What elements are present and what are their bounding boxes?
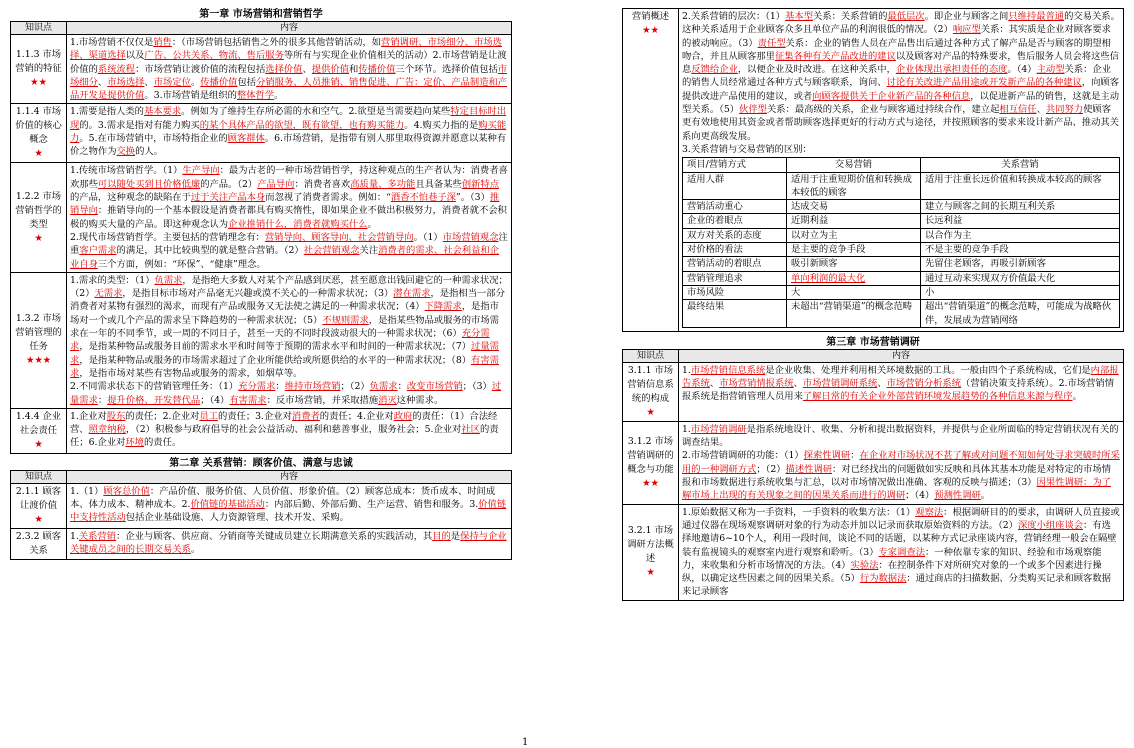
knowledge-content: 1.市场营销信息系统是企业收集、处理并利用相关环境数据的工具。一般由四个子系统构成，它们是内部报告系统、市场营销情报系统、市场营销调研系统、市场营销分析系统（营销决策支持系统）。2.市场营销情报系统是指营销管理人员用来了解日常的有关企业外部营销环境发展趋势的各种信息来源与程序。 (679, 362, 1124, 421)
col-header-content: 内容 (679, 349, 1124, 362)
comparison-cell: 不是主要的竞争手段 (921, 243, 1120, 257)
comparison-cell: 小 (921, 285, 1120, 299)
importance-stars: ★★ (30, 77, 47, 89)
comparison-row (683, 200, 1120, 214)
knowledge-content: 1.需求的类型：（1）负需求，是指绝大多数人对某个产品感到厌恶，甚至愿意出钱回避它的一种需求状况；（2）无需求，是指目标市场对产品毫无兴趣或漠不关心的一种需求状况；（3）潜在需求，是指相当一部分消费者对某物有强烈的渴求，而现有产品或服务又无法使之满足的一种需求状况；（4）下降需求，是指市场对一个或几个产品的需求呈下降趋势的一种需求状况；（5）不规则需求，是指某些物品或服务的市场需求在一年的不同季节，或一周的不同日子，甚至一天的不同时段波动很大的一种需求状况；（6）充分需求，是指某种物品或服务目前的需求水平和时间等于预期的需求水平和时间的一种需求状况；（7）过量需求，是指某种物品或服务的市场需求超过了企业所能供给或所愿供给的水平的一种需求状况；（8）有害需求，是指市场对某些有害物品或服务的需求，如烟草等。 2.不同需求状态下的营销管理任务：（1）充分需求：维持市场营销；（2）负需求：改变市场营销；（3）过量需求：提升价格、开发替代品；（4）有害需求：反市场营销，并采取措施消灭这种需求。 (67, 272, 512, 408)
chapter3-title: 第三章 市场营销调研 (826, 336, 920, 348)
knowledge-row (623, 362, 1124, 421)
comparison-row (683, 172, 1120, 200)
overview-content (679, 9, 1124, 332)
knowledge-content: 1.传统市场营销哲学。（1）生产导向：最为古老的一种市场营销哲学，持这种观点的生产者认为：消费者喜欢那些可以随处买到且价格低廉的产品。（2）产品导向：消费者喜欢高质量、多功能且具备某些创新特点的产品，这种观念的缺陷在于过于关注产品本身而忽视了消费者需求。例如：“酒香不怕巷子深”。（3）推销导向：推销导向的一个基本假设是消费者都具有购买惰性，即如果企业不做出积极努力，消费者就不会积极的购买大量的产品。即这种观念认为企业推销什么，消费者就购买什么。 2.现代市场营销哲学。主要包括的营销理念有：营销导向、顾客导向、社会营销导向。（1）市场营销观念注重客户需求的满足，其中比较典型的就是整合营销。（2）社会营销观念关注消费者的需求、社会利益和企业自身三个方面，例如：“环保”、“健康”理念。 (67, 163, 512, 272)
chapter1-table (10, 21, 512, 454)
comparison-cell: 是主要的竞争手段 (787, 243, 921, 257)
col-header-kp: 知识点 (11, 22, 67, 35)
left-page (10, 8, 512, 748)
comparison-row (683, 285, 1120, 299)
knowledge-point-label: 1.4.4 企业社会责任 (15, 410, 62, 436)
knowledge-point-label: 2.3.2 顾客关系 (15, 530, 62, 556)
right-page (622, 8, 1124, 748)
knowledge-point (11, 528, 67, 559)
importance-stars: ★ (34, 148, 43, 160)
knowledge-row (11, 35, 512, 104)
comparison-cell: 适用于注重长远价值和转换成本较高的顾客 (921, 172, 1120, 200)
knowledge-row (11, 163, 512, 272)
knowledge-point-label: 营销概述 (631, 11, 670, 22)
knowledge-point-label: 1.1.3 市场营销的特征 (15, 49, 62, 75)
knowledge-point (11, 104, 67, 163)
col-header-kp: 知识点 (623, 349, 679, 362)
comparison-row (683, 257, 1120, 271)
comparison-intro: 3.关系营销与交易营销的区别： (682, 143, 812, 155)
importance-stars: ★ (646, 406, 655, 418)
comparison-cell: 长远利益 (921, 214, 1120, 228)
comparison-cell: 建立与顾客之间的长期互利关系 (921, 200, 1120, 214)
knowledge-point (11, 163, 67, 272)
comparison-cell: 达成交易 (787, 200, 921, 214)
knowledge-row (623, 421, 1124, 504)
knowledge-content: 1.需要是指人类的基本要求。例如为了维持生存所必需的水和空气。2.欲望是当需要趋向某些特定目标时出现的。3.需求是指对有能力购买的某个具体产品的欲望，既有欲望，也有购买能力。4.购买力指的是购买能力。5.在市场营销中，市场特指企业的顾客群体。6.市场营销，是指带有别人那里取得资源并愿意以某种有价之物作为交换的人。 (67, 104, 512, 163)
knowledge-content: 1.关系营销：企业与顾客、供应商、分销商等关键成员建立长期满意关系的实践活动，其目的是保持与企业关键成员之间的长期交易关系。 (67, 528, 512, 559)
knowledge-content: 1.市场营销调研是指系统地设计、收集、分析和提出数据资料，并提供与企业所面临的特定营销状况有关的调查结果。 2.市场营销调研的功能：（1）探索性调研：在企业对市场状况不甚了解或对问题不知如何处寻求突破时所采用的一种调研方式；（2）描述性调研：对已经找出的问题做如实反映和具体其基本功能是对特定的市场情报和市场数据进行系统收集与汇总，以对市场情况做出准确、客观的反映与描述；（3）因果性调研：为了解市场上出现的有关现象之间的因果关系而进行的调研；（4）预测性调研。 (679, 421, 1124, 504)
importance-stars: ★★ (642, 477, 659, 489)
comparison-cell: 企业的着眼点 (683, 214, 787, 228)
knowledge-point (623, 362, 679, 421)
comparison-cell: 双方对关系的态度 (683, 228, 787, 242)
comparison-header-cell: 交易营销 (787, 158, 921, 172)
knowledge-point-label: 3.1.2 市场营销调研的概念与功能 (627, 435, 674, 475)
knowledge-row (11, 272, 512, 408)
knowledge-content: 1.原始数据又称为一手资料，一手资料的收集方法：（1）观察法：根据调研目的的要求，由调研人员直接或通过仪器在现场观察调研对象的行为动态并加以记录而获取原始资料的方法。（2）深度小组座谈会：有选择地邀请6~10个人，利用一段时间，谈论不同的话题，以某种方式记录座谈内容，营销经理一般会在隔壁装有监视镜头的观察室内进行观察和聆听。（3）专家调查法：一种依靠专家的知识、经验和市场观察能力，来收集和分析市场情况的方法。（4）实验法：在控制条件下对所研究对象的一个或多个因素进行操纵，以确定这些因素之间的因果关系。（5）行为数据法：通过商店的扫描数据、分类购买记录和顾客数据来记录顾客 (679, 504, 1124, 600)
importance-stars: ★ (34, 232, 43, 244)
importance-stars: ★ (34, 513, 43, 525)
knowledge-point (623, 421, 679, 504)
knowledge-point-label: 3.1.1 市场营销信息系统的构成 (627, 364, 674, 404)
comparison-cell: 营销活动重心 (683, 200, 787, 214)
knowledge-point (623, 9, 679, 332)
comparison-cell: 先留住老顾客，再吸引新顾客 (921, 257, 1120, 271)
knowledge-row (11, 483, 512, 528)
knowledge-content: 1.市场营销不仅仅是销售：（市场营销包括销售之外的很多其他营销活动，如营销调研、市场细分、市场选择、渠道选择以及广告、公共关系、物流、售后服务等所有与实现企业价值相关的活动）2.市场营销是让渡价值的系统流程：市场营销让渡价值的流程包括选择价值、提供价值和传播价值三个环节。选择价值包括市场细分、市场选择、市场定位。传播价值包括分销服务、人员推销、销售促进、广告：定价、产品制造和产品开发是提供价值。3.市场营销是组织的整体哲学。 (67, 35, 512, 104)
importance-stars: ★ (34, 438, 43, 450)
comparison-cell: 通过互动来实现双方价值最大化 (921, 271, 1120, 285)
comparison-header-cell: 关系营销 (921, 158, 1120, 172)
knowledge-point-label: 1.3.2 市场营销管理的任务 (15, 313, 62, 353)
comparison-cell: 最终结果 (683, 300, 787, 328)
knowledge-point-label: 3.2.1 市场调研方法概述 (627, 525, 674, 565)
comparison-row (683, 300, 1120, 328)
knowledge-point (11, 35, 67, 104)
knowledge-point-label: 1.1.4 市场价值的核心概念 (15, 106, 62, 146)
comparison-cell: 适用人群 (683, 172, 787, 200)
knowledge-content: 1.（1）顾客总价值：产品价值、服务价值、人员价值、形象价值。（2）顾客总成本：货币成本、时间成本、体力成本、精神成本。2.价值链的基础活动：内部后勤、外部后勤、生产运营、销售和服务。3.价值链中支持性活动包括企业基础设施、人力资源管理、技术开发、采购。 (67, 483, 512, 528)
importance-stars: ★★ (642, 25, 659, 36)
importance-stars: ★ (646, 567, 655, 579)
comparison-row (683, 271, 1120, 285)
comparison-cell: 营销管理追求 (683, 271, 787, 285)
comparison-cell: 未超出“营销渠道”的概念范畴 (787, 300, 921, 328)
chapter3-table (622, 349, 1124, 601)
col-header-kp: 知识点 (11, 470, 67, 483)
knowledge-row (11, 408, 512, 453)
overview-table (622, 8, 1124, 332)
comparison-row (683, 228, 1120, 242)
knowledge-point-label: 2.1.1 顾客让渡价值 (15, 485, 62, 511)
comparison-cell: 超出“营销渠道”的概念范畴，可能成为战略伙伴，发展成为营销网络 (921, 300, 1120, 328)
knowledge-point (11, 483, 67, 528)
knowledge-row (623, 504, 1124, 600)
knowledge-content: 1.企业对股东的责任；2.企业对员工的责任；3.企业对消费者的责任；4.企业对政府的责任：（1）合法经营、照章纳税，（2）积极参与政府倡导的社会公益活动、福利和慈善事业，服务社会；5.企业对社区的责任；6.企业对环境的责任。 (67, 408, 512, 453)
comparison-cell: 大 (787, 285, 921, 299)
comparison-cell: 市场风险 (683, 285, 787, 299)
comparison-cell: 适用于注重短期价值和转换成本较低的顾客 (787, 172, 921, 200)
importance-stars: ★★★ (25, 355, 51, 367)
comparison-cell: 近期利益 (787, 214, 921, 228)
knowledge-point-label: 1.2.2 市场营销哲学的类型 (15, 190, 62, 230)
comparison-header-cell: 项目/营销方式 (683, 158, 787, 172)
relationship-levels-text: 2.关系营销的层次：（1）基本型关系：关系营销的最低层次。即企业与顾客之间只维持最普通的交易关系。这种关系适用于企业顾客众多且单位产品的利润很低的情况。（2）响应型关系：其实质是企业对顾客要求的被动响应。（3）责任型关系：企业的销售人员在产品售出后通过各种方式了解产品是否与顾客的期望相吻合，并且从顾客那里征集各种有关产品改进的建议以及顾客对产品的特殊要求，售后服务人员会将这些信息反馈给企业，以便企业及时改进。在这种关系中，企业体现出承担责任的态度。（4）主动型关系：企业的销售人员经常通过各种方式与顾客联系，询问、讨论有关改进产品用途或开发新产品的各种建议，向顾客提供改进产品使用的建议，或者向顾客提供关于企业新产品的各种信息，以促进新产品的销售，这就是主动型关系。（5）伙伴型关系：最高级的关系，企业与顾客通过持续合作，建立起相互信任、共同努力使顾客更有效地使用其资金或者帮助顾客选择更好的行动方式与途径，并按照顾客的要求来设计新产品、推动其关系向更高级发展。 (682, 11, 1120, 142)
knowledge-point (11, 272, 67, 408)
page-number: 1 (522, 737, 529, 748)
knowledge-row (11, 104, 512, 163)
knowledge-row (11, 528, 512, 559)
knowledge-point (623, 504, 679, 600)
comparison-cell: 吸引新顾客 (787, 257, 921, 271)
chapter2-table (10, 470, 512, 560)
chapter2-title: 第二章 关系营销：顾客价值、满意与忠诚 (169, 457, 353, 469)
comparison-table (682, 157, 1120, 328)
comparison-row (683, 214, 1120, 228)
comparison-row (683, 243, 1120, 257)
col-header-content: 内容 (67, 470, 512, 483)
comparison-cell: 以对立为主 (787, 228, 921, 242)
comparison-cell: 对价格的看法 (683, 243, 787, 257)
comparison-cell: 单向利润的最大化 (787, 271, 921, 285)
col-header-content: 内容 (67, 22, 512, 35)
comparison-cell: 营销活动的着眼点 (683, 257, 787, 271)
chapter1-title: 第一章 市场营销和营销哲学 (199, 9, 323, 20)
knowledge-point (11, 408, 67, 453)
comparison-cell: 以合作为主 (921, 228, 1120, 242)
